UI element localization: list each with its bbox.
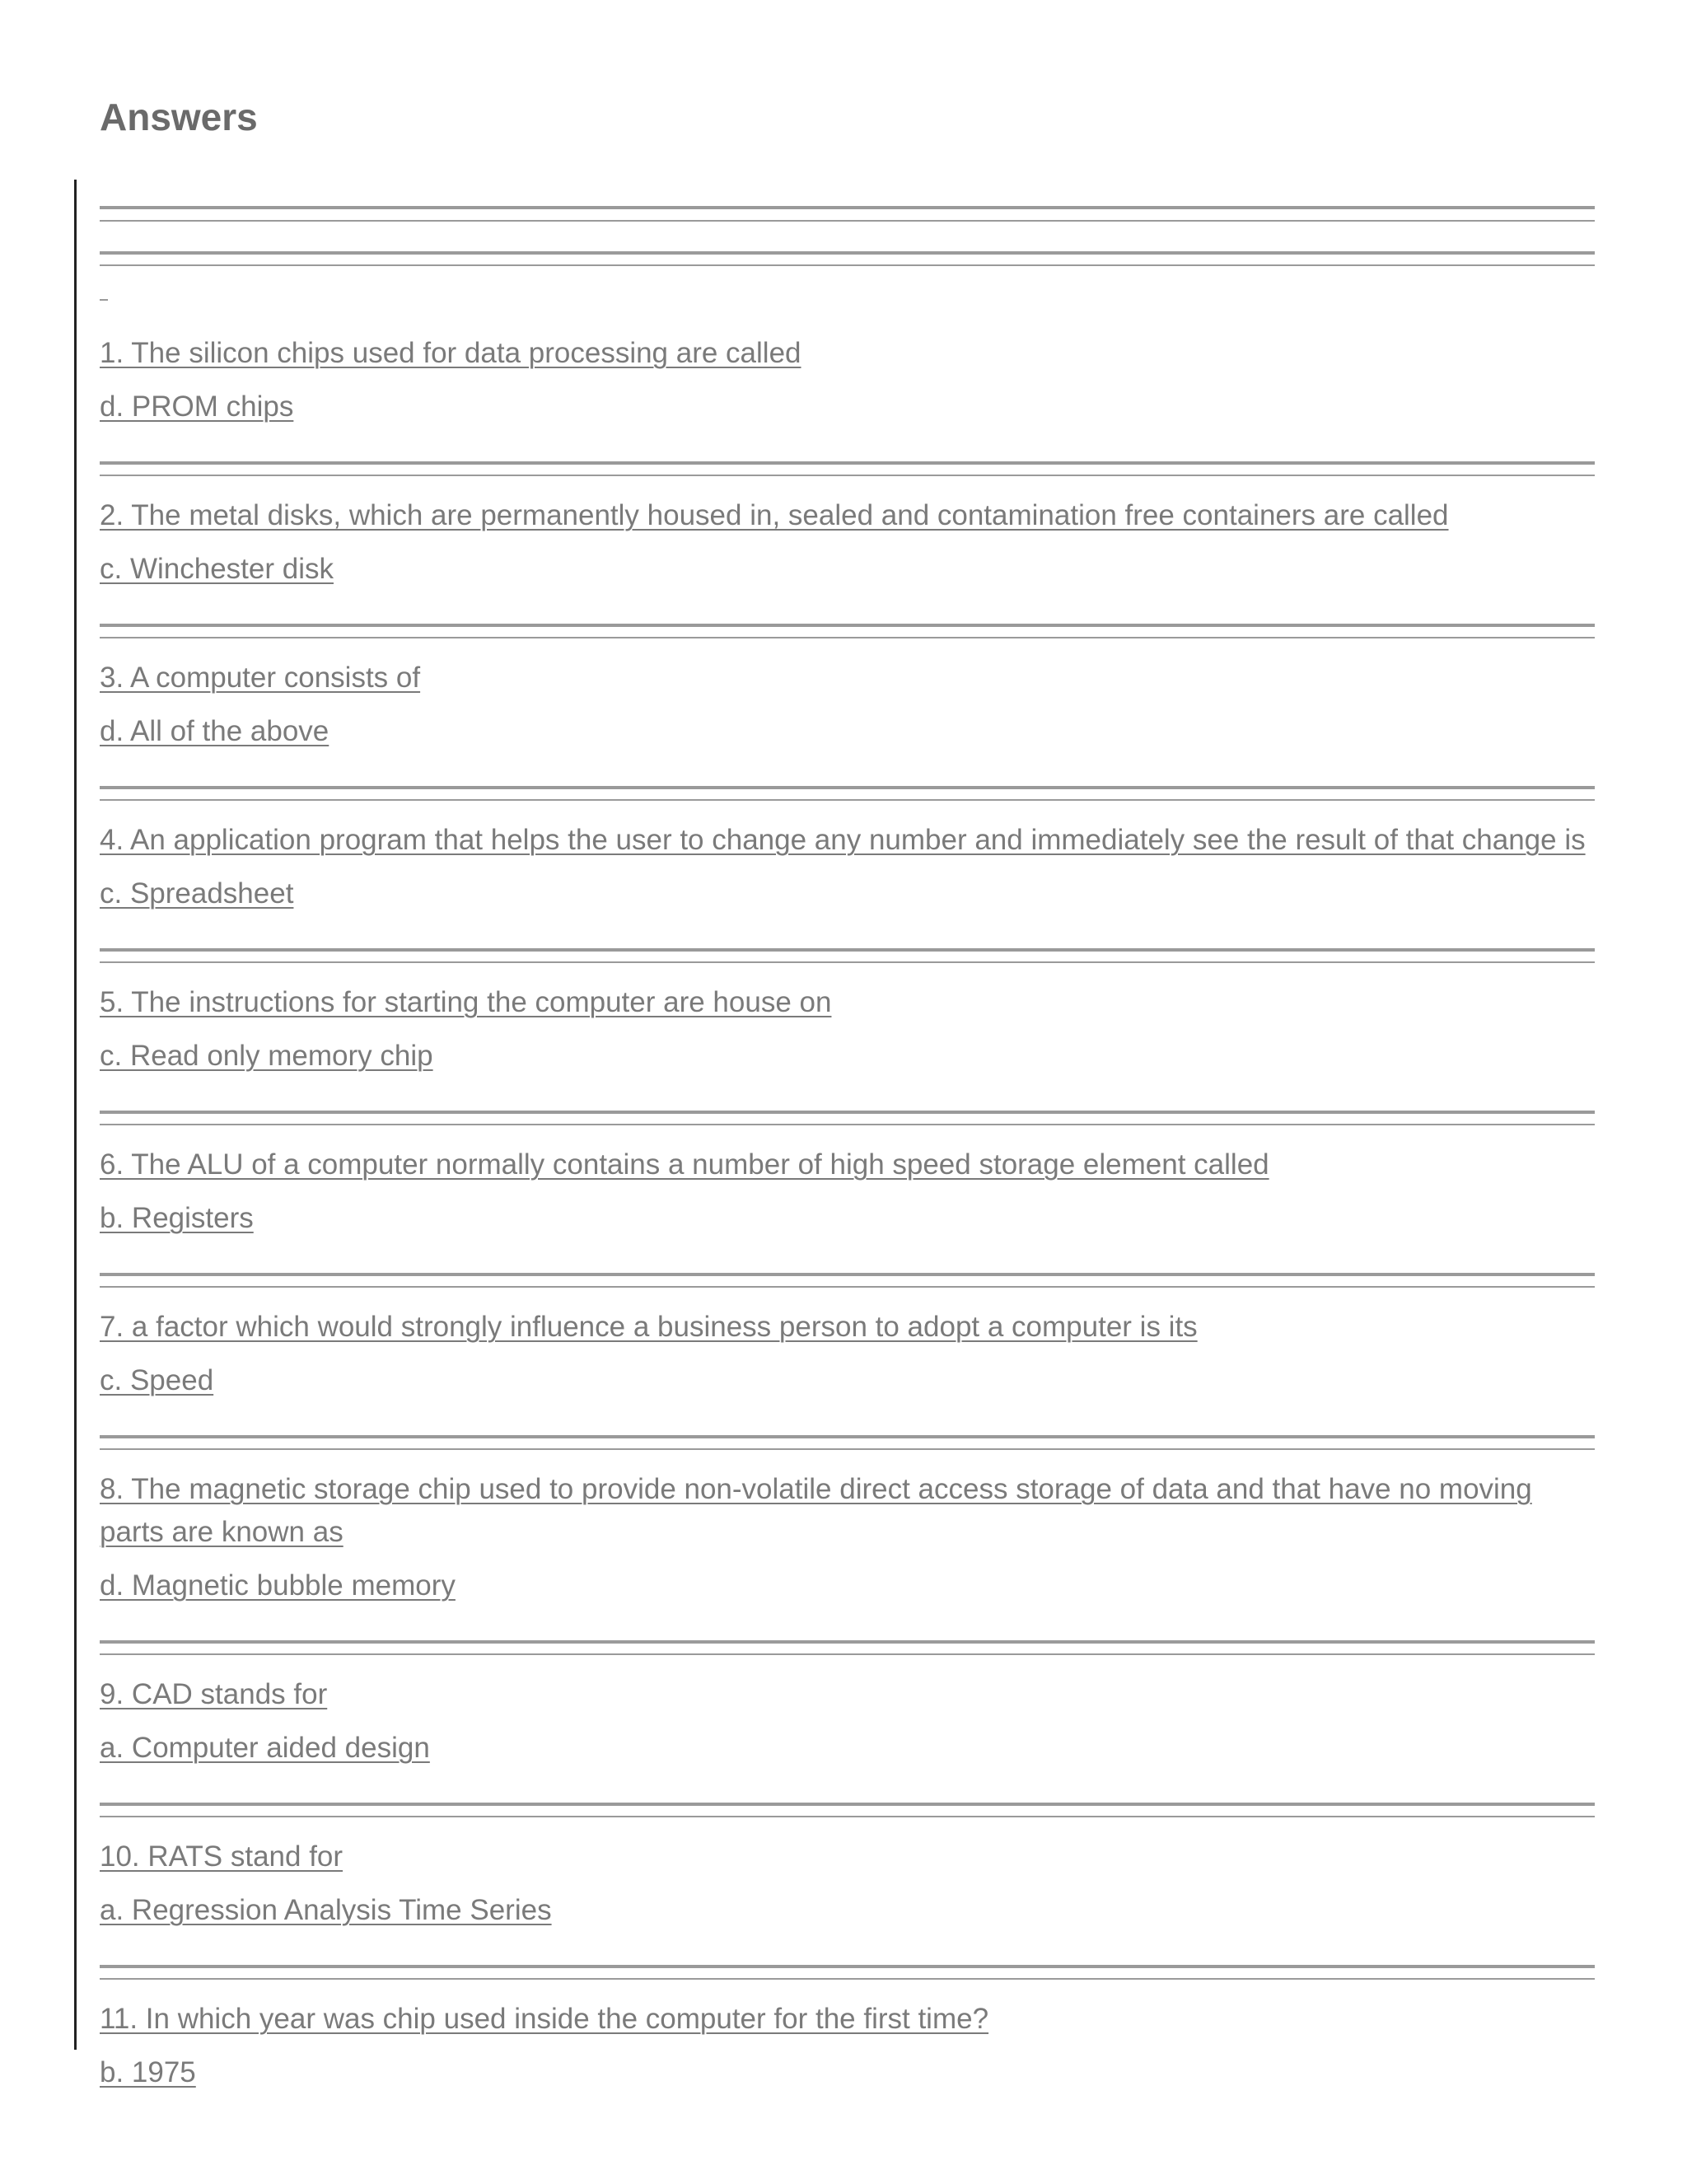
qa-item-10	[100, 1817, 1595, 1965]
answer-link[interactable]: d. PROM chips	[100, 391, 294, 423]
qa-item-8	[100, 1450, 1595, 1640]
answer-link[interactable]: b. Registers	[100, 1202, 254, 1234]
answer-link[interactable]: c. Spreadsheet	[100, 877, 294, 910]
qa-item-4	[100, 801, 1595, 948]
answer-link[interactable]: c. Speed	[100, 1364, 214, 1396]
answer-link[interactable]: b. 1975	[100, 2056, 196, 2088]
separator	[100, 1273, 1595, 1288]
answer-link[interactable]: d. Magnetic bubble memory	[100, 1569, 456, 1602]
qa-item-5	[100, 963, 1595, 1111]
qa-item-11	[100, 1980, 1595, 2127]
question-link[interactable]: 11. In which year was chip used inside the computer for the first time?	[100, 2003, 989, 2035]
page-title: Answers	[100, 96, 258, 138]
separator	[100, 461, 1595, 476]
answers-list	[100, 202, 1595, 2127]
question-link[interactable]: 9. CAD stands for	[100, 1678, 328, 1710]
question-link[interactable]: 8. The magnetic storage chip used to provide non-volatile direct access storage of data and that have no moving parts are known as	[100, 1473, 1532, 1548]
question-link[interactable]: 7. a factor which would strongly influence a business person to adopt a computer is its	[100, 1311, 1198, 1343]
question-link[interactable]: 1. The silicon chips used for data processing are called	[100, 337, 801, 369]
question-link[interactable]: 3. A computer consists of	[100, 662, 421, 694]
qa-item-9	[100, 1655, 1595, 1803]
separator	[100, 624, 1595, 638]
separator	[100, 948, 1595, 963]
qa-item-7	[100, 1288, 1595, 1435]
question-link[interactable]: 2. The metal disks, which are permanently housed in, sealed and contamination free containers are called	[100, 499, 1449, 531]
separator	[100, 1111, 1595, 1125]
question-link[interactable]: 6. The ALU of a computer normally contains a number of high speed storage element called	[100, 1148, 1269, 1181]
qa-item-3	[100, 638, 1595, 786]
question-link[interactable]: 5. The instructions for starting the computer are house on	[100, 986, 832, 1018]
separator	[100, 786, 1595, 801]
separator	[100, 1965, 1595, 1980]
separator	[100, 1803, 1595, 1817]
separator	[100, 1435, 1595, 1450]
answer-link[interactable]: c. Read only memory chip	[100, 1040, 433, 1072]
answer-link[interactable]: d. All of the above	[100, 715, 329, 747]
question-link[interactable]: 4. An application program that helps the user to change any number and immediately see the result of that change is	[100, 824, 1586, 856]
question-link[interactable]: 10. RATS stand for	[100, 1840, 343, 1873]
separator	[100, 1640, 1595, 1655]
answer-link[interactable]: c. Winchester disk	[100, 553, 334, 585]
left-border-line	[74, 180, 77, 2050]
qa-item-6	[100, 1125, 1595, 1273]
qa-item-1	[100, 301, 1595, 461]
answer-link[interactable]: a. Regression Analysis Time Series	[100, 1894, 552, 1926]
header-separator	[100, 202, 1595, 284]
answer-link[interactable]: a. Computer aided design	[100, 1732, 430, 1764]
qa-item-2	[100, 476, 1595, 624]
